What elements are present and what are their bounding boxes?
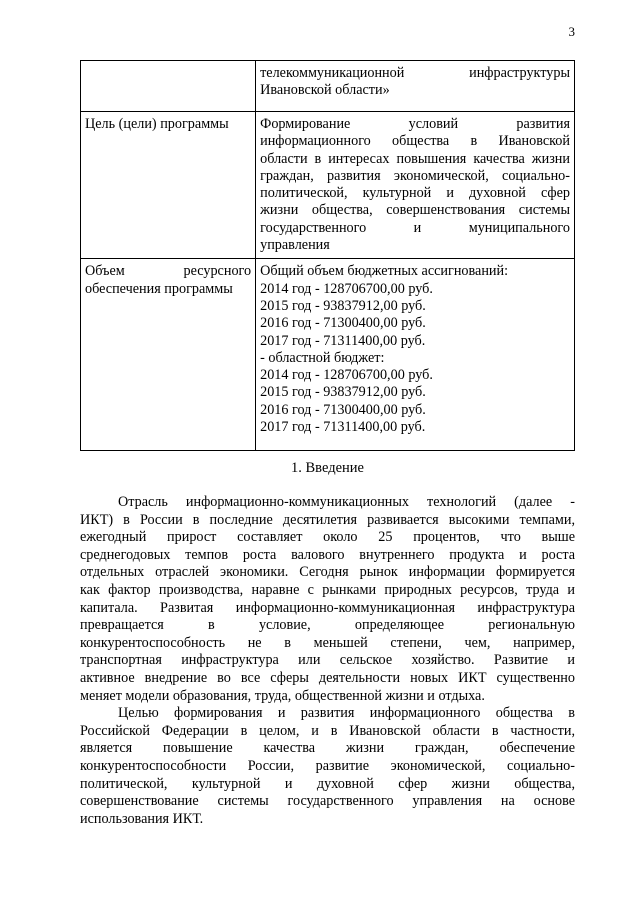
row-value xyxy=(256,259,575,451)
text-line: использования ИКТ. xyxy=(80,810,204,827)
value-line: Общий объем бюджетных ассигнований: xyxy=(260,263,509,280)
value-line: Ивановской области» xyxy=(260,82,390,99)
text-line: транспортная инфраструктура или сельское хозяйство. Развитие и xyxy=(80,652,575,669)
value-line: телекоммуникационной инфраструктуры xyxy=(260,65,570,81)
row-label xyxy=(81,61,256,112)
value-line: 2017 год - 71311400,00 руб. xyxy=(260,419,426,436)
value-line: - областной бюджет: xyxy=(260,349,385,366)
value-line: государственного и муниципального xyxy=(260,219,570,236)
text-line: отдельных отраслей экономики. Сегодня рынок информации формируется xyxy=(80,564,575,581)
value-line: управления xyxy=(260,237,330,254)
paragraph xyxy=(80,494,575,705)
text-line: ежегодный прирост составляет около 25 процентов, что выше xyxy=(80,529,575,546)
row-label xyxy=(81,112,256,259)
value-line: жизни общества, совершенствования системы xyxy=(260,202,570,219)
table-row xyxy=(81,112,575,259)
page-number: 3 xyxy=(568,24,575,39)
value-line: граждан, развития экономической, социально- xyxy=(260,167,570,184)
table-row xyxy=(81,259,575,451)
value-line: области в интересах повышения качества жизни xyxy=(260,150,570,167)
text-line: ИКТ) в России в последние десятилетия развивается высокими темпами, xyxy=(80,511,575,528)
text-line: конкурентоспособности России, развитие экономической, социально- xyxy=(80,757,575,774)
text-line: политической, культурной и духовной сфер жизни общества, xyxy=(80,775,575,792)
label-line: Объем ресурсного xyxy=(85,263,252,280)
text-line: превращается в условие, определяющее региональную xyxy=(80,617,575,634)
value-line: 2016 год - 71300400,00 руб. xyxy=(260,401,426,418)
text-line: конкурентоспособность не в меньшей степени, чем, например, xyxy=(80,634,575,651)
value-line: 2015 год - 93837912,00 руб. xyxy=(260,384,426,401)
table-row xyxy=(81,61,575,112)
text-line: является повышение качества жизни граждан, обеспечение xyxy=(80,740,575,757)
text-line: Отрасль информационно-коммуникационных технологий (далее - xyxy=(118,494,575,510)
text-line: Российской Федерации в целом, и в Ивановской области в частности, xyxy=(80,722,575,739)
text-line: среднегодовых темпов роста валового внутреннего продукта и роста xyxy=(80,546,575,563)
text-line: меняет модели образования, труда, общественной жизни и отдыха. xyxy=(80,687,485,704)
value-line: 2014 год - 128706700,00 руб. xyxy=(260,367,433,384)
value-line: 2017 год - 71311400,00 руб. xyxy=(260,332,426,349)
value-line: 2016 год - 71300400,00 руб. xyxy=(260,315,426,332)
value-line: 2015 год - 93837912,00 руб. xyxy=(260,297,426,314)
row-value xyxy=(256,112,575,259)
program-passport-table xyxy=(80,60,575,451)
text-line: Целью формирования и развития информационного общества в xyxy=(118,705,575,722)
body-text xyxy=(80,494,575,828)
label-line: Цель (цели) программы xyxy=(85,116,229,132)
text-line: капитала. Развитая информационно-коммуникационная инфраструктура xyxy=(80,599,575,616)
row-label xyxy=(81,259,256,451)
text-line: активное внедрение во все сферы деятельности новых ИКТ существенно xyxy=(80,669,575,686)
label-line: обеспечения программы xyxy=(85,280,233,297)
row-value xyxy=(256,61,575,112)
value-line: Формирование условий развития xyxy=(260,116,570,132)
paragraph xyxy=(80,705,575,828)
text-line: совершенствование системы государственного управления на основе xyxy=(80,793,575,810)
value-line: 2014 год - 128706700,00 руб. xyxy=(260,280,433,297)
value-line: информационного общества в Ивановской xyxy=(260,133,570,150)
section-title: 1. Введение xyxy=(291,460,364,476)
text-line: как фактор производства, наравне с рынками природных ресурсов, труда и xyxy=(80,581,575,598)
value-line: политической, культурной и духовной сфер xyxy=(260,185,570,202)
